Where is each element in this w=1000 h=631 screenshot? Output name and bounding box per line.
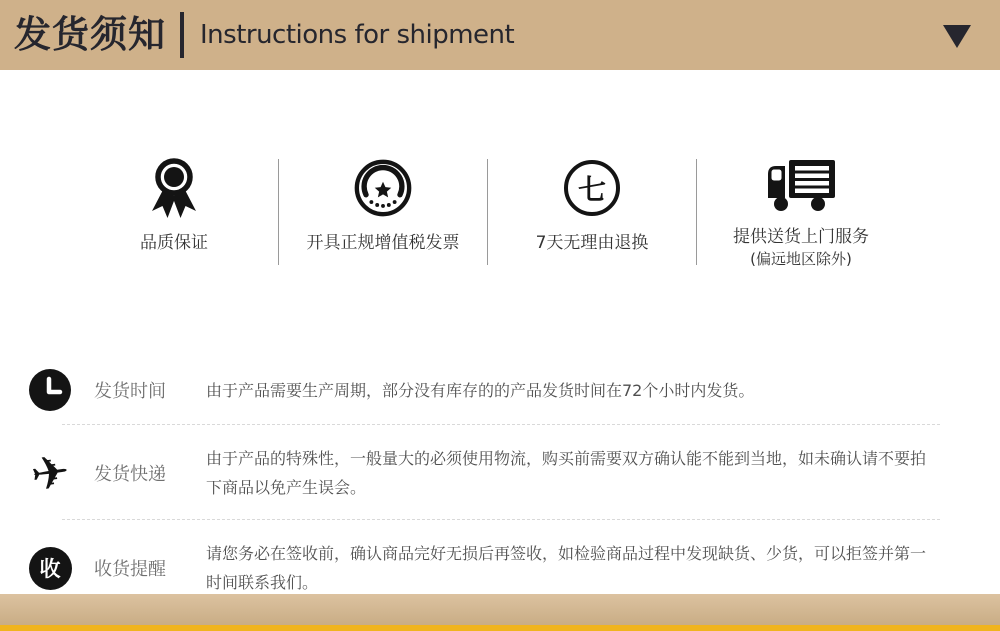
notice-label: 发货时间: [94, 381, 166, 402]
notices-list: [0, 358, 1000, 612]
section-header: [0, 0, 1000, 70]
notice-row-receiving-reminder: [0, 524, 1000, 612]
service-door-delivery: [697, 154, 905, 269]
service-guarantees-row: [70, 154, 905, 269]
collapse-triangle-icon[interactable]: [942, 24, 972, 49]
notice-text: 由于产品需要生产周期，部分没有库存的的产品发货时间在72个小时内发货。: [206, 380, 755, 400]
content-area: [0, 70, 1000, 594]
service-label: 7天无理由退换: [535, 233, 649, 253]
notice-row-shipping-time: [0, 358, 1000, 422]
dashed-divider: [62, 519, 940, 520]
notice-row-shipping-express: [0, 429, 1000, 517]
medal-ribbon-icon: [142, 154, 206, 222]
delivery-truck-icon: [764, 154, 838, 216]
footer-gold-stripe: [0, 625, 1000, 631]
notice-text: 请您务必在签收前，确认商品完好无损后再签收，如检验商品过程中发现缺货、少货，可以拒签并第一时间联系我们。: [206, 544, 927, 592]
section-title-zh: 发货须知: [14, 13, 166, 56]
airplane-glyph: ✈: [27, 443, 73, 503]
notice-label: 收货提醒: [94, 559, 166, 580]
receive-char: 收: [39, 557, 61, 581]
service-seven-day-return: [488, 154, 696, 269]
notice-text: 由于产品的特殊性，一般量大的必须使用物流，购买前需要双方确认能不能到当地，如未确认请不要拍下商品以免产生误会。: [206, 449, 927, 497]
service-quality: [70, 154, 278, 269]
service-invoice: [279, 154, 487, 269]
receive-circle-icon: [28, 546, 72, 590]
service-label: 开具正规增值税发票: [306, 233, 460, 253]
service-sublabel: (偏远地区除外): [750, 250, 852, 268]
section-title-en: Instructions for shipment: [200, 20, 515, 50]
vat-invoice-seal-icon: [352, 154, 414, 222]
notice-label: 发货快递: [94, 464, 166, 485]
service-label: 品质保证: [140, 233, 208, 253]
seven-char: 七: [577, 173, 606, 206]
airplane-icon: [27, 443, 73, 503]
seven-days-circle-icon: [564, 154, 620, 222]
header-divider-bar: [180, 12, 184, 58]
clock-icon: [28, 368, 72, 412]
dashed-divider: [62, 424, 940, 425]
service-label: 提供送货上门服务: [733, 227, 869, 247]
